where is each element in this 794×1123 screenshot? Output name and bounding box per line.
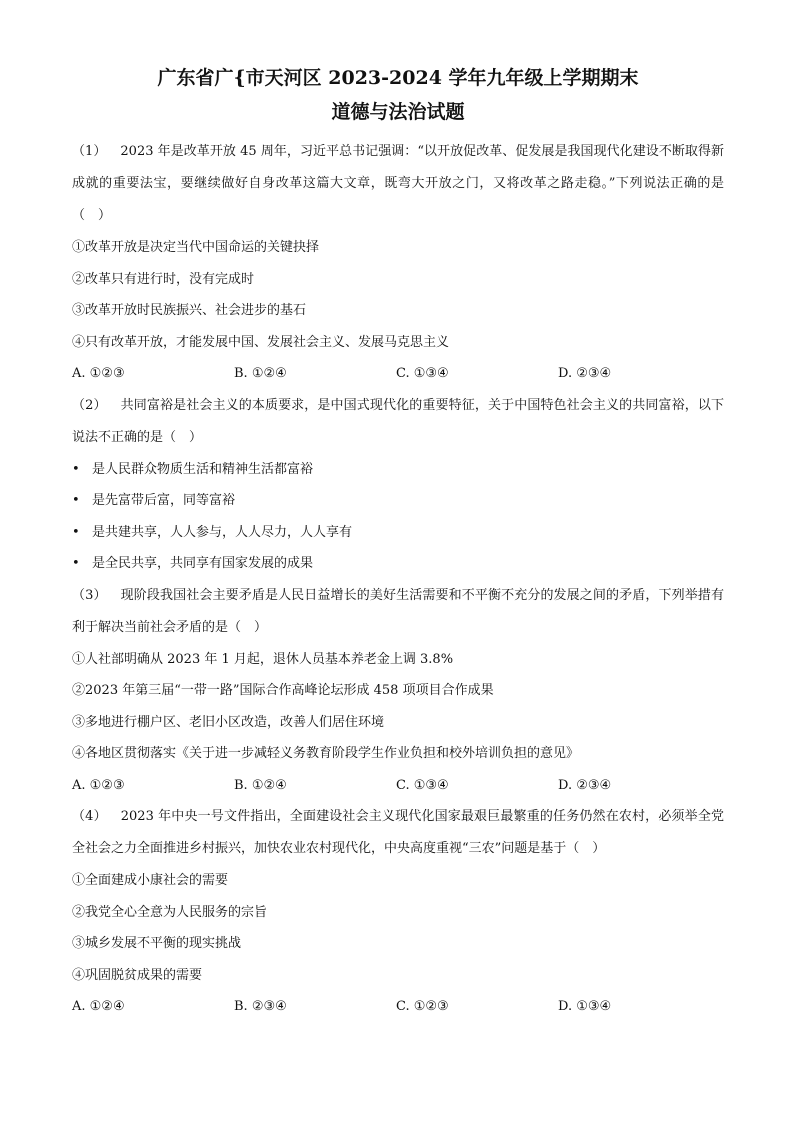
option-c: C. ①③④ [396, 777, 449, 793]
statement-item: ③改革开放时民族振兴、社会进步的基石 [72, 303, 307, 318]
question-number: （2） [72, 397, 107, 413]
option-a: A. ①②③ [72, 366, 125, 381]
option-c: C. ①③④ [396, 366, 449, 381]
statement-item: ①人社部明确从 2023 年 1 月起，退休人员基本养老金上调 3.8% [72, 651, 454, 667]
bullet-dot-icon: • [72, 524, 80, 540]
question-4 [72, 801, 724, 1023]
question-text: 共同富裕是社会主义的本质要求，是中国式现代化的重要特征，关于中国特色社会主义的共同富裕，以下说法不正确的是（ ） [72, 397, 724, 445]
bullet-option [72, 548, 724, 580]
bullet-dot-icon: • [72, 493, 80, 508]
option-c: C. ①②③ [396, 999, 449, 1014]
bullet-option [72, 485, 724, 517]
question-stem [72, 390, 724, 454]
question-text: 现阶段我国社会主要矛盾是人民日益增长的美好生活需要和不平衡不充分的发展之间的矛盾，下列举措有利于解决当前社会矛盾的是（ ） [72, 587, 724, 635]
statement-item: ①全面建成小康社会的需要 [72, 873, 229, 888]
statement-item: ④巩固脱贫成果的需要 [72, 967, 203, 983]
exam-subtitle: 道德与法治试题 [331, 101, 465, 123]
statement-item: ②我党全心全意为人民服务的宗旨 [72, 904, 268, 920]
bullet-option-text: 是先富带后富，同等富裕 [92, 493, 236, 508]
question-number: （3） [72, 587, 107, 603]
option-d: D. ②③④ [558, 777, 612, 793]
exam-title: 广东省广{市天河区 2023-2024 学年九年级上学期期末 [157, 67, 639, 89]
answer-options [72, 770, 724, 802]
statement-item: ④只有改革开放，才能发展中国、发展社会主义、发展马克思主义 [72, 334, 450, 350]
bullet-dot-icon: • [72, 461, 80, 477]
bullet-option [72, 517, 724, 549]
question-stem [72, 801, 724, 865]
option-a: A. ①②③ [72, 777, 125, 793]
question-text: 2023 年是改革开放 45 周年，习近平总书记强调：“以开放促改革、促发展是我国现代化建设不断取得新成就的重要法宝，要继续做好自身改革这篇大文章，既弯大开放之门，又将改革之路走稳。”下列说法正确的是（ ） [72, 144, 724, 223]
question-text: 2023 年中央一号文件指出，全面建设社会主义现代化国家最艰巨最繁重的任务仍然在农村，必须举全党全社会之力全面推进乡村振兴，加快农业农村现代化，中央高度重视“三农”问题是基于（ ） [72, 809, 724, 856]
option-b: B. ①②④ [234, 777, 287, 793]
option-b: B. ①②④ [234, 366, 287, 381]
statement-item: ②改革只有进行时，没有完成时 [72, 271, 255, 287]
statement-item: ③城乡发展不平衡的现实挑战 [72, 936, 242, 951]
question-3 [72, 580, 724, 802]
bullet-option-text: 是共建共享，人人参与，人人尽力，人人享有 [92, 524, 353, 540]
answer-options [72, 991, 724, 1023]
bullet-option [72, 454, 724, 486]
statement-item: ③多地进行棚户区、老旧小区改造，改善人们居住环境 [72, 714, 385, 730]
bullet-dot-icon: • [72, 556, 80, 571]
question-number: （1） [72, 144, 107, 159]
question-1 [72, 136, 724, 390]
statement-item: ②2023 年第三届“一带一路”国际合作高峰论坛形成 458 项项目合作成果 [72, 683, 494, 698]
question-number: （4） [72, 809, 107, 824]
question-stem [72, 580, 724, 644]
option-b: B. ②③④ [234, 999, 287, 1014]
statement-item: ①改革开放是决定当代中国命运的关键抉择 [72, 240, 320, 255]
option-d: D. ①③④ [558, 999, 612, 1014]
answer-options [72, 358, 724, 390]
question-stem [72, 136, 724, 232]
option-a: A. ①②④ [72, 999, 125, 1014]
question-2 [72, 390, 724, 580]
statement-item: ④各地区贯彻落实《关于进一步减轻义务教育阶段学生作业负担和校外培训负担的意见》 [72, 746, 580, 761]
bullet-option-text: 是全民共享，共同享有国家发展的成果 [92, 556, 314, 571]
option-d: D. ②③④ [558, 366, 612, 381]
bullet-option-text: 是人民群众物质生活和精神生活都富裕 [92, 461, 314, 477]
